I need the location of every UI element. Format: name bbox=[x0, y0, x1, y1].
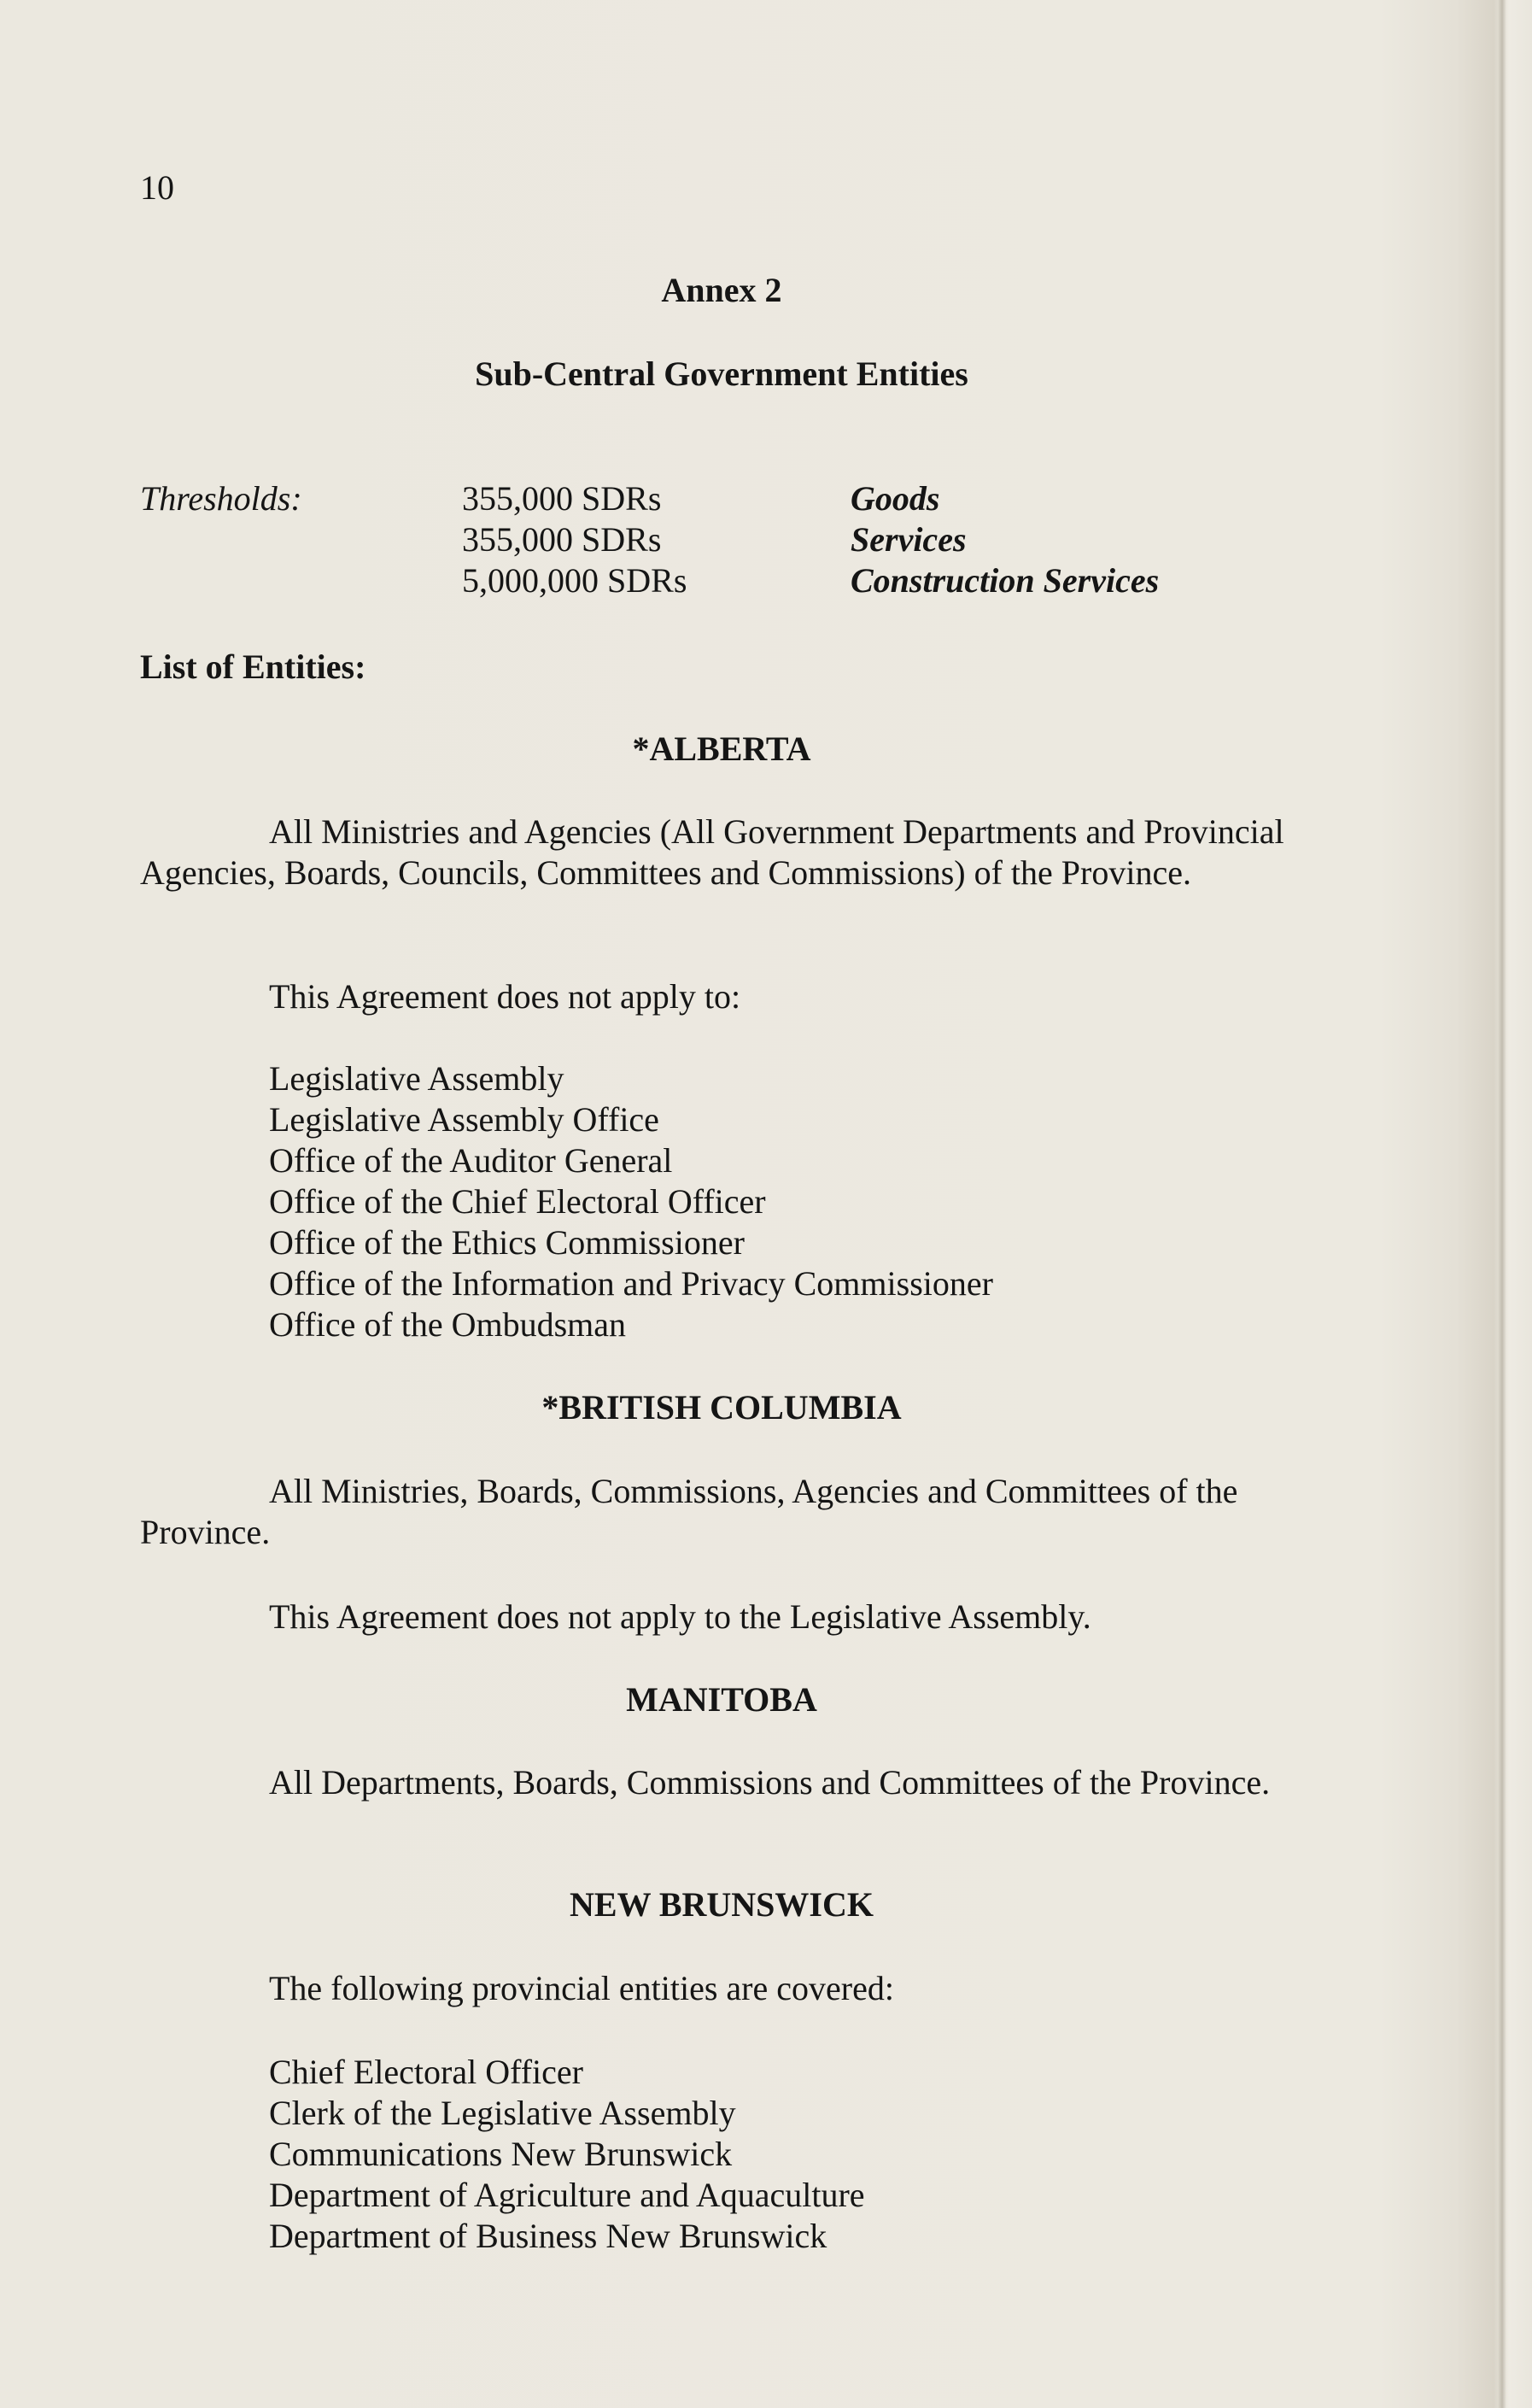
manitoba-heading: MANITOBA bbox=[626, 1680, 817, 1719]
threshold-amount-construction: 5,000,000 SDRs bbox=[462, 561, 687, 600]
threshold-category-construction: Construction Services bbox=[851, 561, 1160, 600]
list-item: Legislative Assembly bbox=[269, 1059, 564, 1098]
thresholds-label: Thresholds: bbox=[140, 479, 302, 518]
list-item: Office of the Information and Privacy Commissioner bbox=[269, 1264, 993, 1303]
list-item: Department of Business New Brunswick bbox=[269, 2217, 827, 2255]
list-item: Chief Electoral Officer bbox=[269, 2053, 583, 2091]
threshold-amount-services: 355,000 SDRs bbox=[462, 520, 662, 559]
manitoba-paragraph: All Departments, Boards, Commissions and Committees of the Province. bbox=[269, 1763, 1271, 1802]
list-of-entities-heading: List of Entities: bbox=[140, 647, 366, 686]
list-item: Communications New Brunswick bbox=[269, 2135, 733, 2173]
annex-title: Annex 2 bbox=[661, 271, 782, 309]
british-columbia-heading: *BRITISH COLUMBIA bbox=[541, 1388, 902, 1427]
list-item: Office of the Chief Electoral Officer bbox=[269, 1182, 766, 1221]
threshold-amount-goods: 355,000 SDRs bbox=[462, 479, 662, 518]
new-brunswick-heading: NEW BRUNSWICK bbox=[570, 1885, 874, 1924]
threshold-category-goods: Goods bbox=[851, 479, 940, 518]
list-item: Department of Agriculture and Aquaculture bbox=[269, 2176, 865, 2214]
threshold-category-services: Services bbox=[851, 520, 967, 559]
list-item: Legislative Assembly Office bbox=[269, 1100, 659, 1139]
british-columbia-not-apply: This Agreement does not apply to the Legislative Assembly. bbox=[269, 1597, 1091, 1636]
alberta-paragraph: All Ministries and Agencies (All Government Departments and Provincial Agencies, Boards, Councils, Committees and Commissions) of the Province. bbox=[140, 812, 1284, 892]
page-number: 10 bbox=[140, 168, 174, 207]
list-item: Office of the Ombudsman bbox=[269, 1305, 627, 1344]
new-brunswick-intro: The following provincial entities are covered: bbox=[269, 1969, 894, 2007]
british-columbia-paragraph: All Ministries, Boards, Commissions, Agencies and Committees of the Province. bbox=[140, 1472, 1238, 1551]
alberta-not-apply: This Agreement does not apply to: bbox=[269, 977, 741, 1016]
alberta-exclusion-list bbox=[269, 1058, 993, 1345]
list-item: Office of the Ethics Commissioner bbox=[269, 1223, 745, 1262]
book-spine-shadow bbox=[1498, 0, 1506, 2408]
alberta-heading: *ALBERTA bbox=[632, 729, 811, 768]
section-subtitle: Sub-Central Government Entities bbox=[475, 354, 968, 393]
list-item: Office of the Auditor General bbox=[269, 1141, 673, 1180]
new-brunswick-entity-list bbox=[269, 2052, 865, 2257]
list-item: Clerk of the Legislative Assembly bbox=[269, 2094, 736, 2132]
